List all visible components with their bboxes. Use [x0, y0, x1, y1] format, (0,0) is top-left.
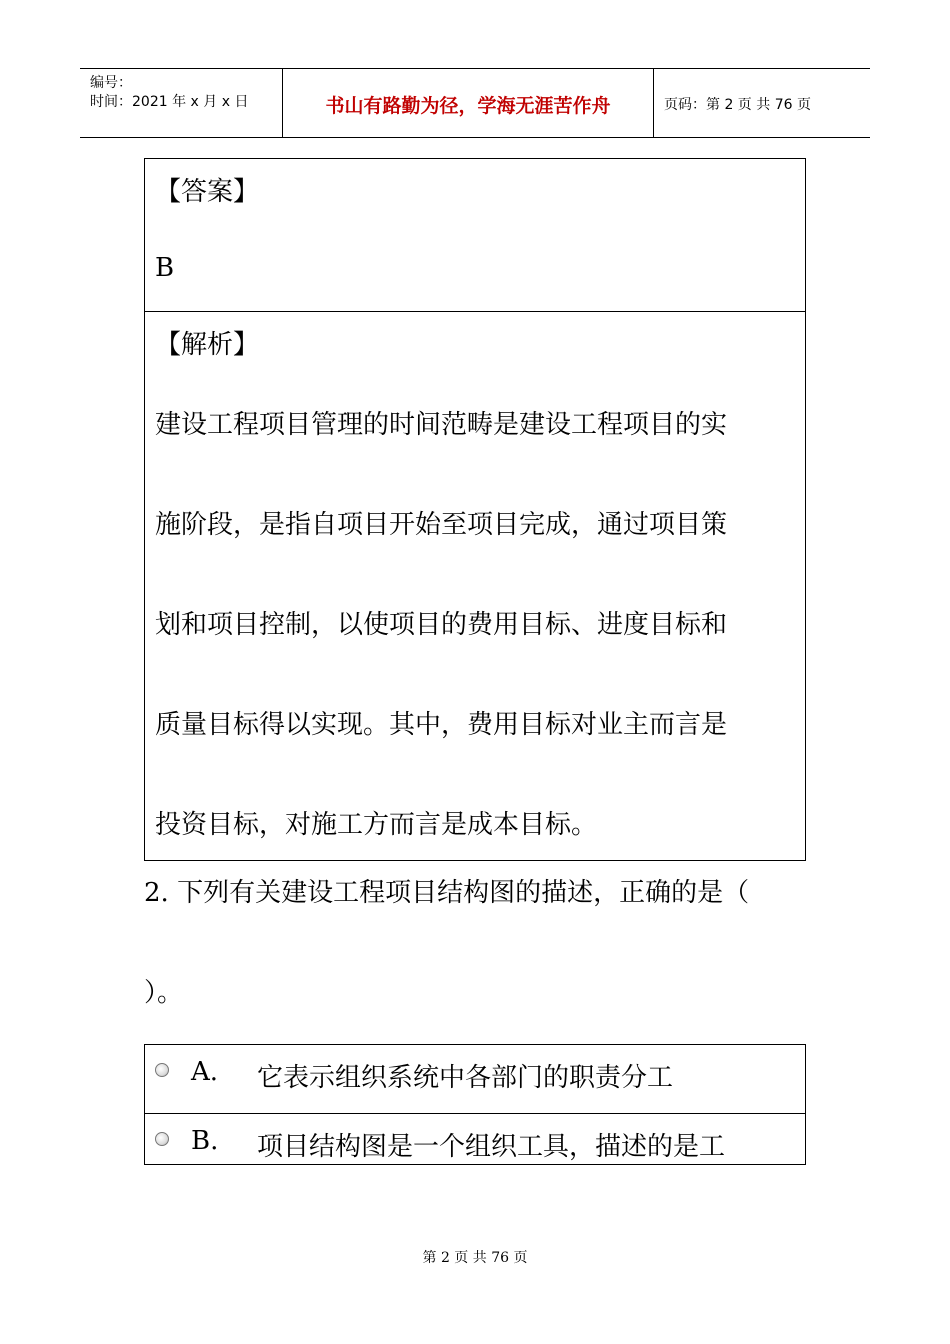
answer-heading: 【答案】 [155, 177, 260, 207]
time-label: 时间：2021 年 x 月 x 日 [90, 94, 249, 110]
analysis-box [144, 311, 806, 861]
page-footer: 第 2 页 共 76 页 [422, 1250, 528, 1266]
number-label: 编号： [90, 75, 132, 91]
header-meta [80, 69, 283, 137]
option-a[interactable] [144, 1044, 806, 1114]
header-motto-cell [283, 69, 654, 137]
question-stem: 2. 下列有关建设工程项目结构图的描述，正确的是（ [144, 878, 750, 908]
analysis-line: 施阶段，是指自项目开始至项目完成，通过项目策 [155, 510, 728, 540]
option-text: 它表示组织系统中各部门的职责分工 [257, 1063, 674, 1093]
analysis-heading: 【解析】 [155, 330, 260, 360]
motto: 书山有路勤为径，学海无涯苦作舟 [325, 95, 611, 117]
analysis-line: 划和项目控制，以使项目的费用目标、进度目标和 [155, 610, 728, 640]
radio-icon[interactable] [155, 1063, 169, 1077]
answer-box [144, 158, 806, 312]
option-b[interactable] [144, 1113, 806, 1165]
radio-icon[interactable] [155, 1132, 169, 1146]
analysis-line: 质量目标得以实现。其中，费用目标对业主而言是 [155, 710, 728, 740]
header-page-cell [654, 69, 870, 137]
page-info: 页码：第 2 页 共 76 页 [664, 97, 811, 113]
option-text: 项目结构图是一个组织工具，描述的是工 [257, 1132, 726, 1162]
page-header [80, 68, 870, 138]
option-letter: A. [191, 1057, 219, 1087]
option-letter: B. [191, 1126, 219, 1156]
analysis-line: 建设工程项目管理的时间范畴是建设工程项目的实 [155, 410, 728, 440]
answer-value: B [155, 253, 175, 283]
question-stem-end: ）。 [144, 978, 184, 1008]
analysis-line: 投资目标，对施工方而言是成本目标。 [155, 810, 598, 840]
